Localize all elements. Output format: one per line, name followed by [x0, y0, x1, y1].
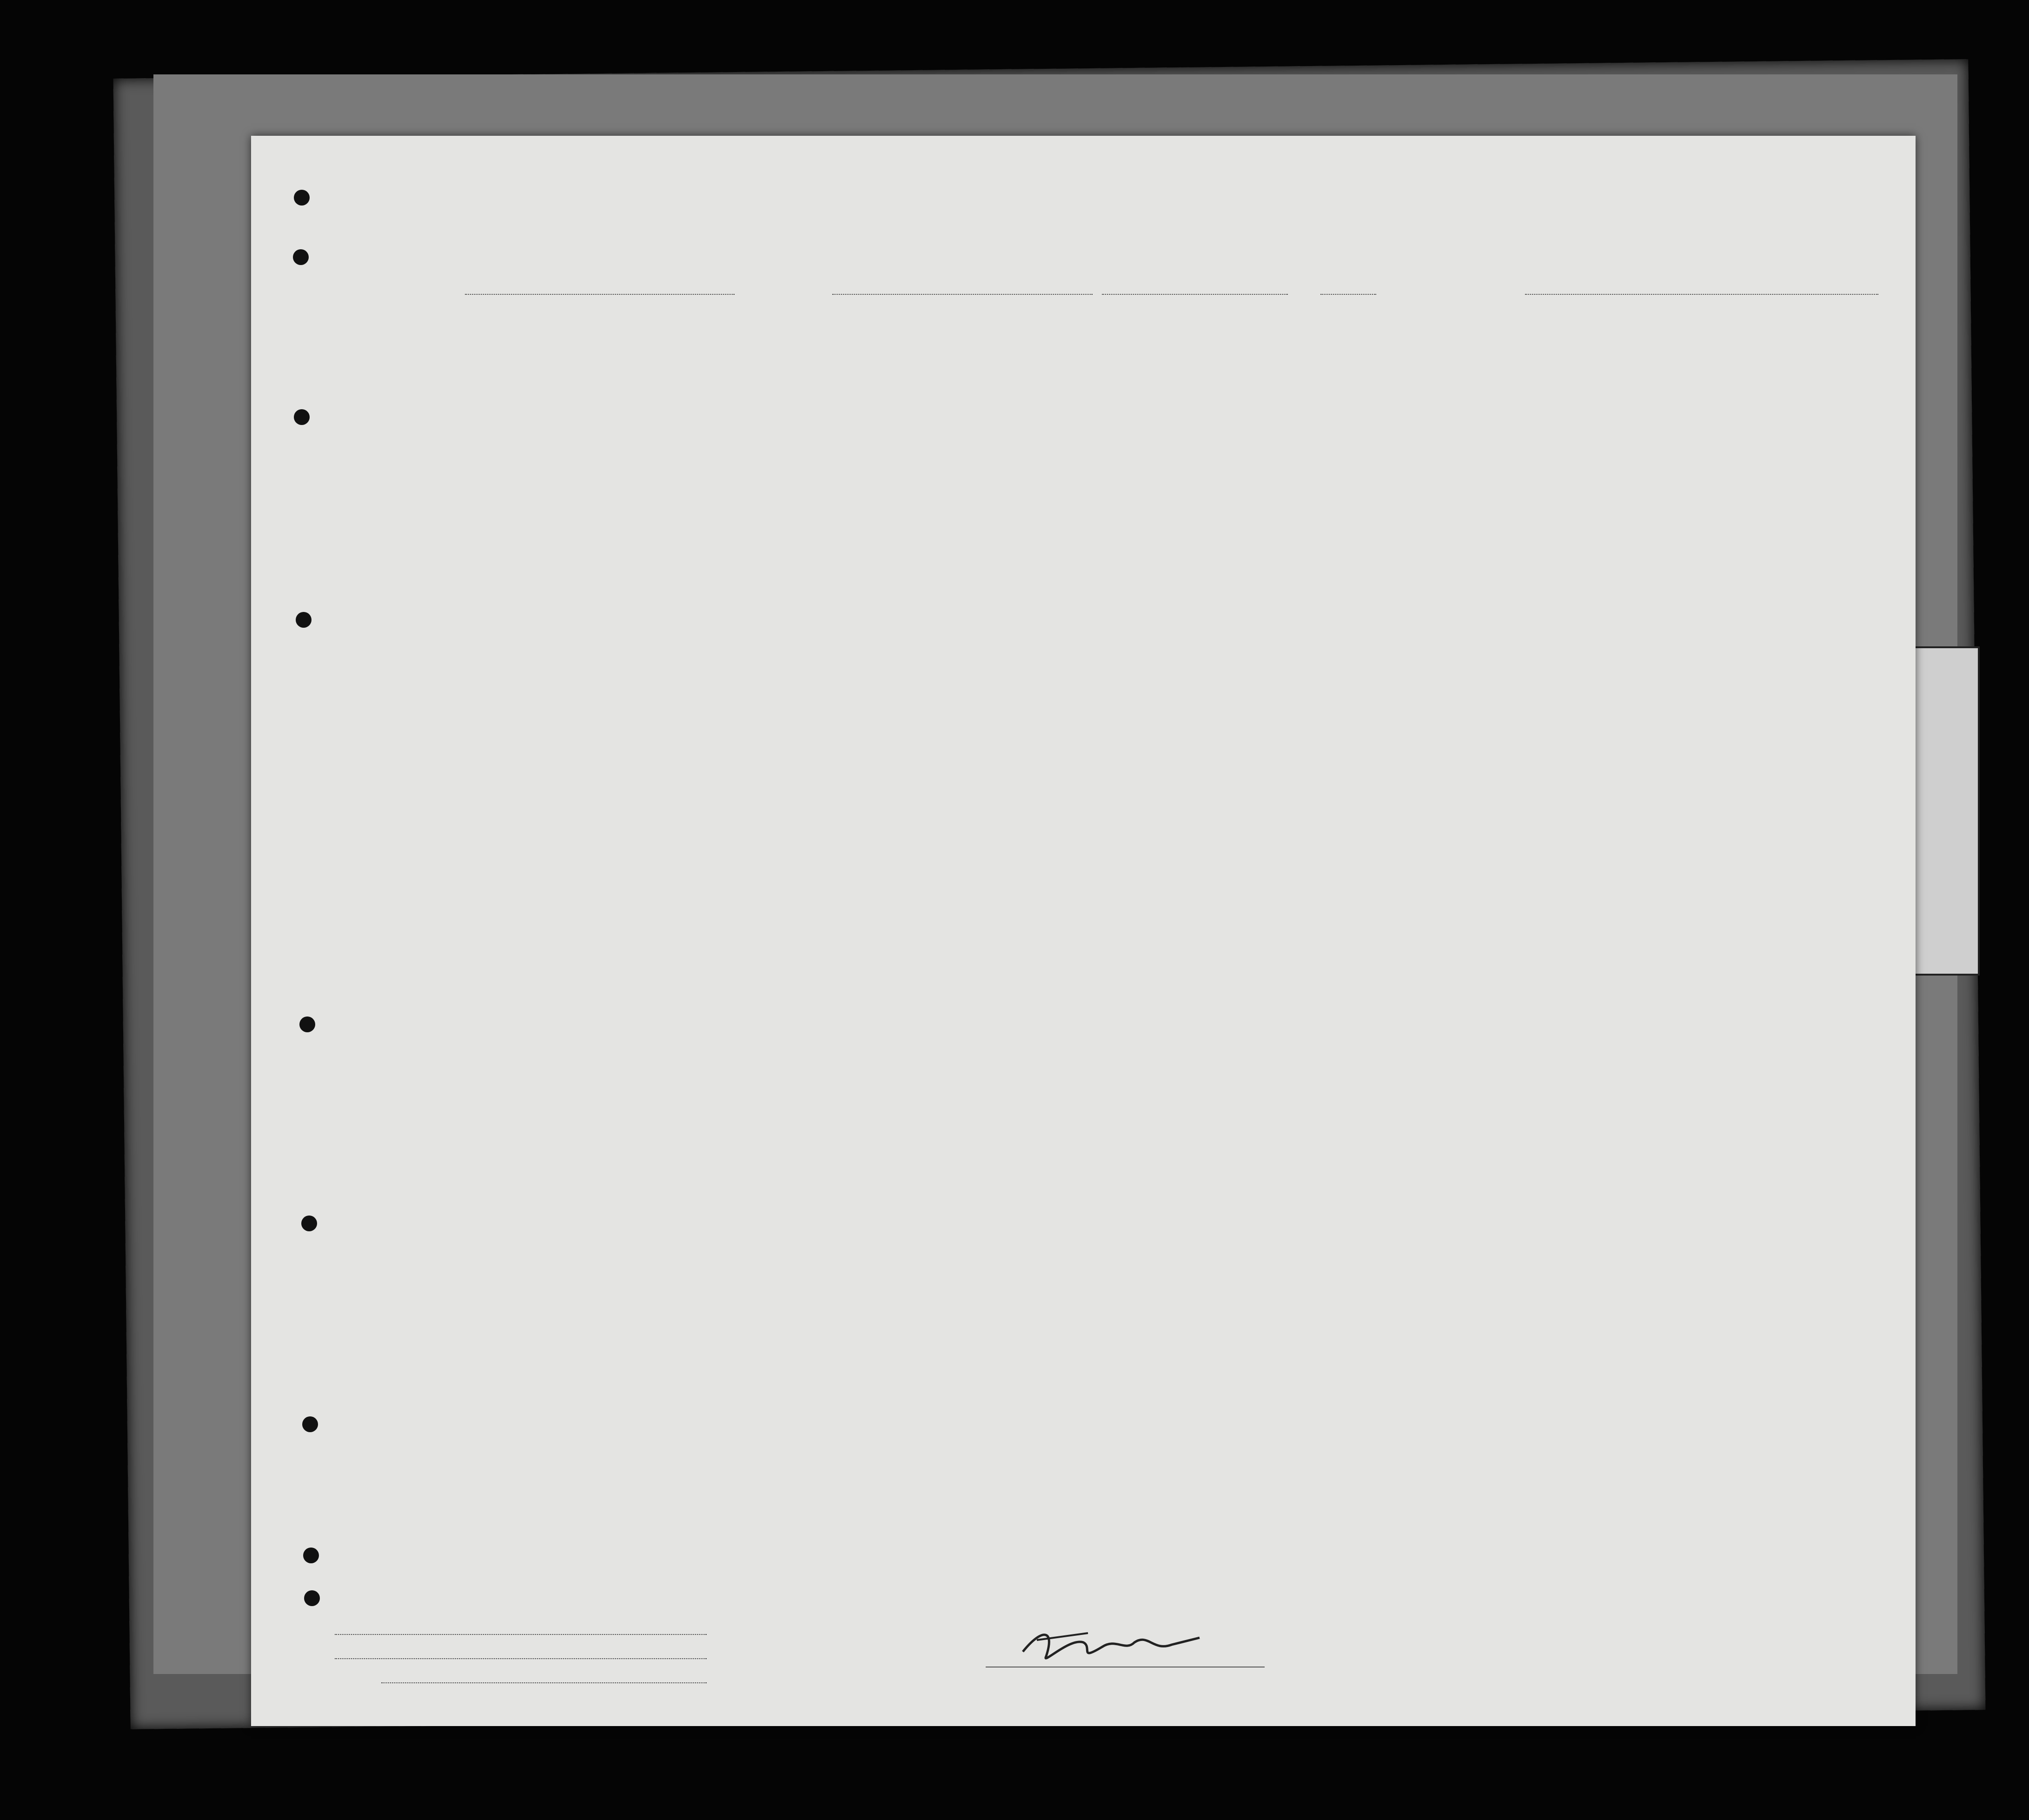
punch-hole [302, 1416, 318, 1432]
punch-hole [294, 190, 310, 206]
punch-hole [303, 1548, 319, 1563]
manifest-sheet [251, 136, 1916, 1726]
punch-hole [301, 1216, 317, 1231]
crew-table [302, 303, 1897, 1601]
punch-hole [294, 409, 310, 425]
punch-hole [296, 612, 312, 628]
inspector-signature [1014, 1619, 1209, 1679]
punch-hole [299, 1016, 315, 1032]
signature-image [1014, 1619, 1209, 1670]
punch-hole [293, 249, 309, 265]
punch-hole [304, 1590, 320, 1606]
